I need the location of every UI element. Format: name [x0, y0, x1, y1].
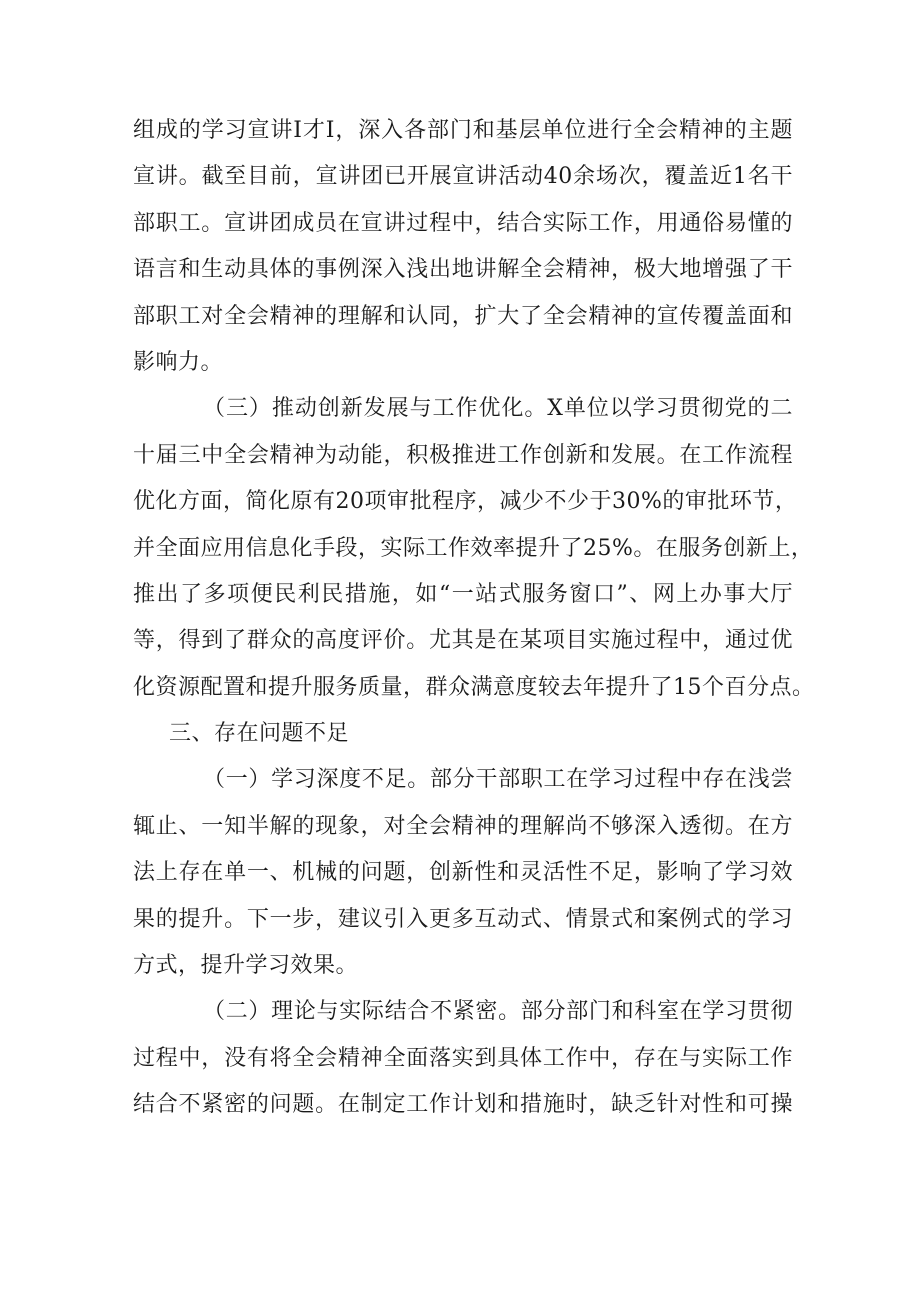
paragraph-line: 宣讲。截至目前，宣讲团已开展宣讲活动40余场次，覆盖近1名干 [133, 164, 793, 190]
paragraph-line: 辄止、一知半解的现象，对全会精神的理解尚不够深入透彻。在方 [133, 813, 793, 839]
paragraph-line: 法上存在单一、机械的问题，创新性和灵活性不足，影响了学习效 [133, 860, 793, 886]
paragraph-line: 结合不紧密的问题。在制定工作计划和措施时，缺乏针对性和可操 [133, 1092, 793, 1118]
paragraph-line: 并全面应用信息化手段，实际工作效率提升了25%。在服务创新上， [133, 535, 814, 561]
paragraph-line: 组成的学习宣讲I才I，深入各部门和基层单位进行全会精神的主题 [133, 118, 793, 143]
body-text [133, 108, 815, 1129]
subheading-line: （二）理论与实际结合不紧密。部分部门和科室在学习贯彻 [203, 999, 793, 1025]
paragraph-line: 方式，提升学习效果。 [133, 953, 359, 979]
paragraph-line: 推出了多项便民利民措施，如“一站式服务窗口”、网上办事大厅 [133, 581, 793, 607]
paragraph-line: 语言和生动具体的事例深入浅出地讲解全会精神，极大地增强了干 [133, 257, 793, 283]
paragraph-line: 等，得到了群众的高度评价。尤其是在某项目实施过程中，通过优 [133, 628, 793, 654]
paragraph-line: 过程中，没有将全会精神全面落实到具体工作中，存在与实际工作 [133, 1045, 793, 1071]
subheading-line: （三）推动创新发展与工作优化。X单位以学习贯彻党的二 [203, 396, 793, 422]
paragraph-line: 化资源配置和提升服务质量，群众满意度较去年提升了15个百分点。 [133, 674, 815, 700]
paragraph-line: 果的提升。下一步，建议引入更多互动式、情景式和案例式的学习 [133, 906, 793, 932]
paragraph-line: 影响力。 [133, 349, 224, 375]
subheading-line: （一）学习深度不足。部分干部职工在学习过程中存在浅尝 [203, 767, 793, 793]
section-heading: 三、存在问题不足 [169, 721, 350, 747]
paragraph-line: 十届三中全会精神为动能，积极推进工作创新和发展。在工作流程 [133, 442, 793, 468]
paragraph-line: 优化方面，简化原有20项审批程序，减少不少于30%的审批环节， [133, 489, 798, 515]
paragraph-line: 部职工。宣讲团成员在宣讲过程中，结合实际工作，用通俗易懂的 [133, 210, 793, 236]
paragraph-line: 部职工对全会精神的理解和认同，扩大了全会精神的宣传覆盖面和 [133, 303, 793, 329]
